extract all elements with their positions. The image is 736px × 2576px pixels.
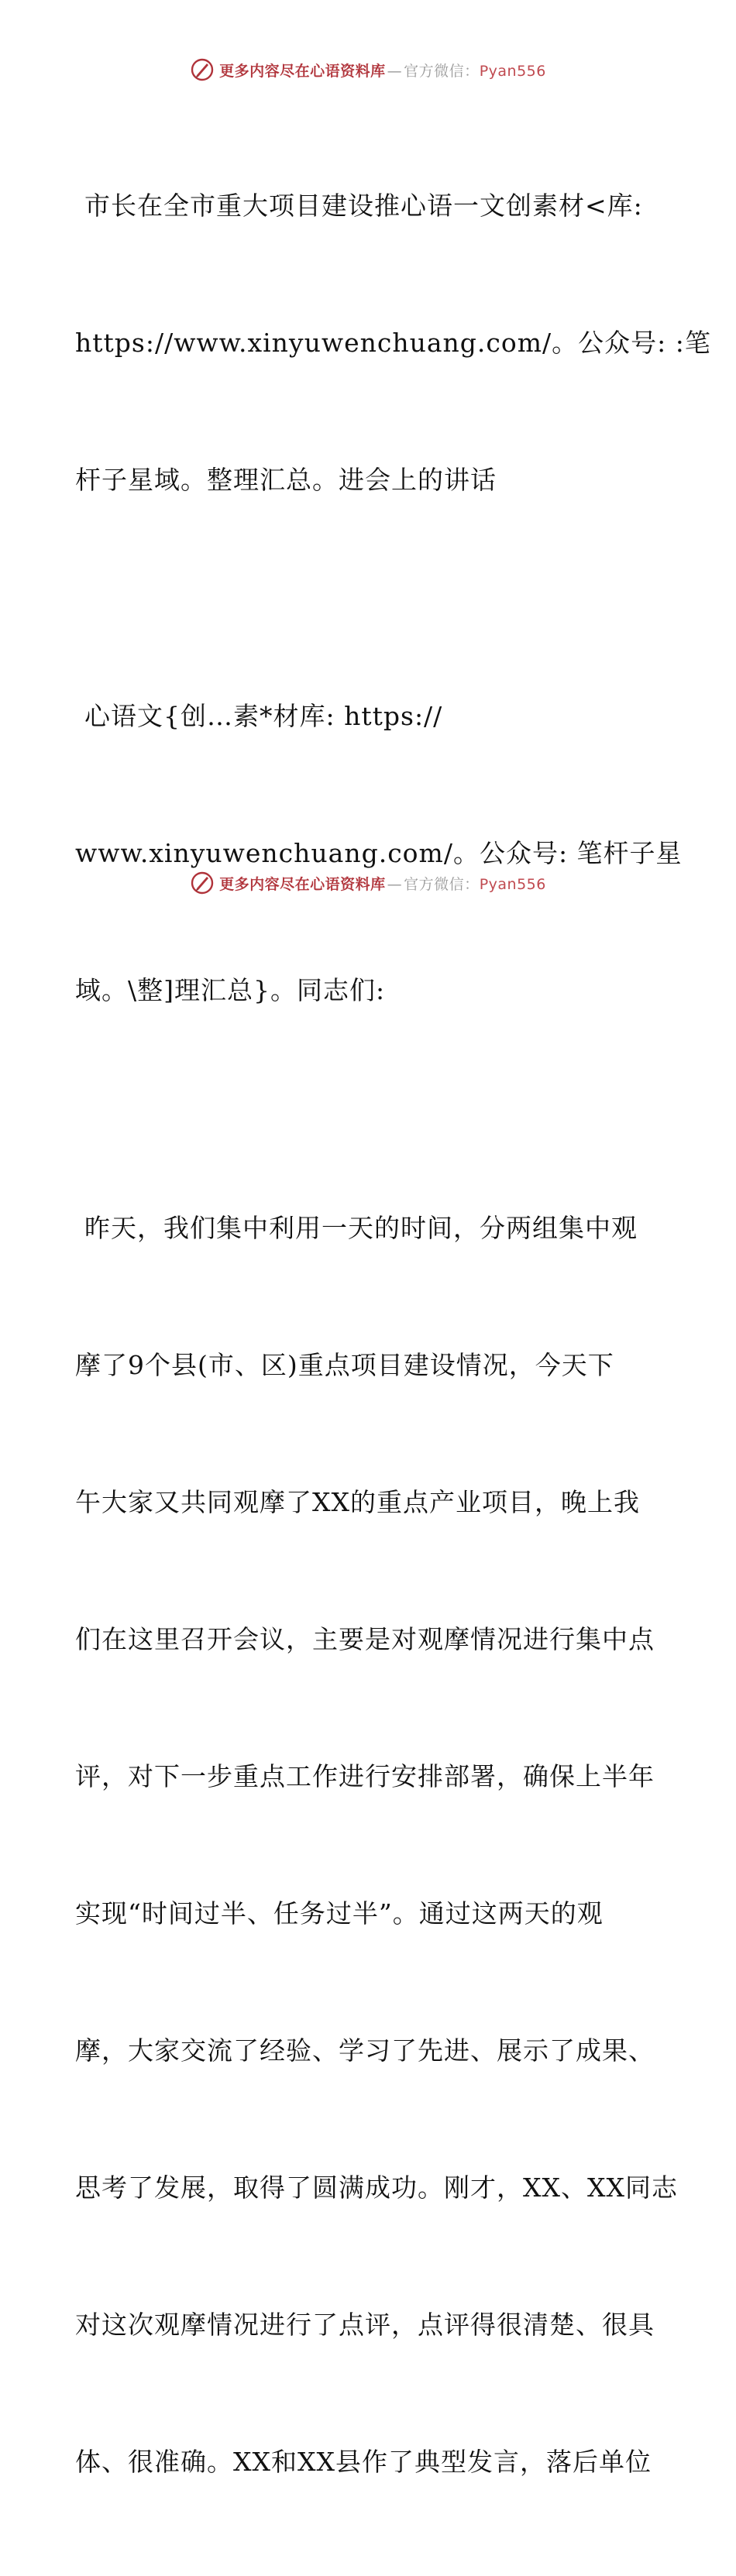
text-line: www.xinyuwenchuang.com/。公众号: 笔杆子星 [75,838,683,868]
text-line: 摩了9个县(市、区)重点项目建设情况，今天下 [75,1350,614,1380]
text-line: 心语文{创…素*材库: https:// [84,701,443,731]
quill-logo-icon [190,871,215,895]
text-line: 体、很准确。XX和XX县作了典型发言，落后单位 [75,2447,652,2477]
watermark-text [219,60,546,81]
paragraph-title [75,91,711,594]
watermark-dash: — [387,62,403,80]
text-line: 思考了发展，取得了圆满成功。刚才，XX、XX同志 [75,2172,678,2203]
text-line: 市长在全市重大项目建设推心语一文创素材<库: [84,191,643,221]
watermark-site: 更多内容尽在心语资料库 [219,62,386,80]
watermark-wechat: Pyan556 [479,875,546,893]
text-line: 昨天，我们集中利用一天的时间，分两组集中观 [84,1213,638,1243]
text-line: 域。\整]理汇总}。同志们: [75,975,386,1005]
paragraph-body [75,1114,678,2576]
text-line: 摩，大家交流了经验、学习了先进、展示了成果、 [75,2035,655,2066]
document-body [75,91,711,2576]
quill-logo-icon [190,57,215,82]
text-line: 们在这里召开会议，主要是对观摩情况进行集中点 [75,1624,655,1654]
text-line: 杆子星域。整理汇总。进会上的讲话 [75,465,497,495]
watermark-text [219,873,546,894]
text-line: https://www.xinyuwenchuang.com/。公众号: :笔 [75,328,711,358]
header-watermark [0,54,736,85]
text-line: 评，对下一步重点工作进行安排部署，确保上半年 [75,1761,655,1791]
watermark-dash: — [387,875,403,893]
watermark-official: 官方微信： [404,875,480,893]
text-line: 实现“时间过半、任务过半”。通过这两天的观 [75,1898,604,1929]
paragraph-greeting [75,602,683,1104]
footer-watermark [0,867,736,898]
watermark-official: 官方微信： [404,62,480,80]
text-line: 对这次观摩情况进行了点评，点评得很清楚、很具 [75,2310,655,2340]
text-line: 午大家又共同观摩了XX的重点产业项目，晚上我 [75,1487,640,1517]
watermark-site: 更多内容尽在心语资料库 [219,875,386,893]
watermark-wechat: Pyan556 [479,62,546,80]
